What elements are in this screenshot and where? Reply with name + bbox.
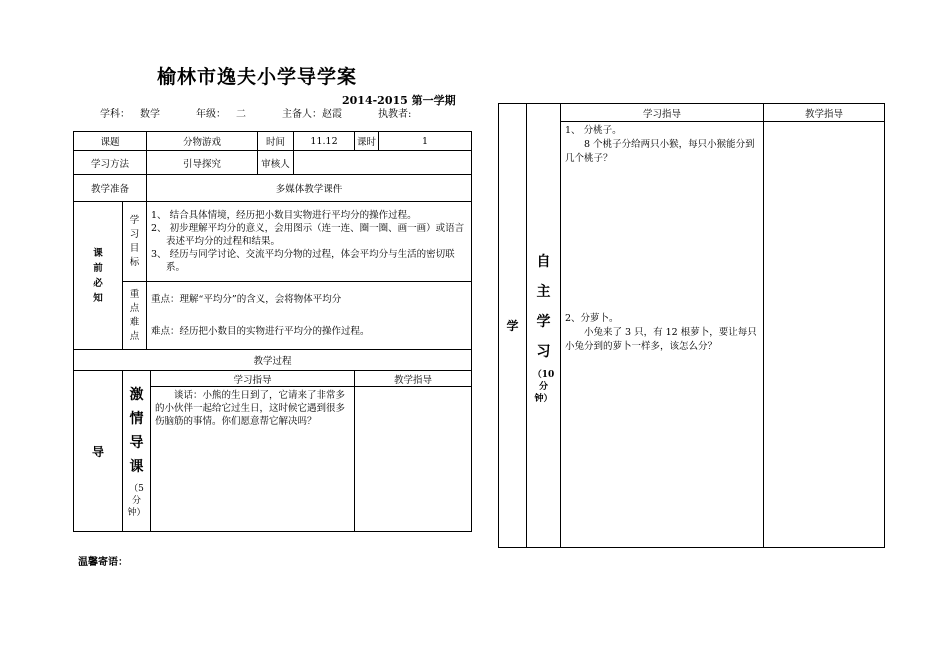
- learn-section-cell: [499, 104, 527, 548]
- left-teach-guide-cell: [355, 387, 472, 532]
- objectives-cell: [123, 202, 147, 282]
- time-value: 11.12: [294, 132, 355, 151]
- right-teach-guide-header: 教学指导: [764, 104, 885, 122]
- method-label: 学习方法: [74, 151, 147, 175]
- left-learn-guide-header: 学习指导: [151, 371, 355, 387]
- objective-item: 3、 经历与同学讨论、交流平均分物的过程，体会平均分与生活的密切联系。: [151, 249, 455, 273]
- right-plan-table: [498, 103, 885, 548]
- right-learn-guide-header: 学习指导: [561, 104, 764, 122]
- problems-cell: [561, 122, 764, 548]
- teacher-label: 执教者:: [378, 109, 412, 120]
- right-teach-guide-cell: [764, 122, 885, 548]
- meta-row: [100, 105, 421, 120]
- left-teach-guide-header: 教学指导: [355, 371, 472, 387]
- intro-title: 激情导课: [129, 387, 144, 475]
- objective-item: 1、 结合具体情境，经历把小数目实物进行平均分的操作过程。: [151, 210, 417, 221]
- topic-label: 课题: [74, 132, 147, 151]
- prep-value: 多媒体教学课件: [147, 175, 472, 202]
- problem1-title: 1、 分桃子。: [565, 125, 622, 136]
- topic-value: 分物游戏: [147, 132, 258, 151]
- process-label: 教学过程: [74, 350, 472, 371]
- reviewer-label: 审核人: [258, 151, 294, 175]
- key-label: 重点难点: [129, 288, 140, 342]
- document-title: 榆林市逸夫小学导学案: [157, 66, 358, 88]
- preparer-value: 赵霞: [322, 109, 342, 120]
- problem2-title: 2、分萝卜。: [565, 313, 619, 324]
- intro-story-text: 谈话：小熊的生日到了，它请来了非常多的小伙伴一起给它过生日，这时候它遇到很多伤脑筋的事情。你们愿意帮它解决吗？: [155, 390, 346, 427]
- problem2-body: 小兔来了 3 只，有 12 根萝卜，要让每只小兔分到的萝卜一样多，该怎么分？: [565, 327, 757, 352]
- intro-time: （5分钟）: [127, 484, 146, 518]
- grade-label: 年级：: [196, 109, 226, 120]
- time-label: 时间: [258, 132, 294, 151]
- self-study-time: （10分钟）: [532, 369, 555, 404]
- period-value: 1: [379, 132, 472, 151]
- self-study-title: 自主学习: [536, 253, 551, 360]
- objectives-label: 学习目标: [129, 214, 140, 268]
- footer-note: 温馨寄语：: [78, 557, 128, 568]
- problem1-body: 8 个桃子分给两只小猴，每只小猴能分到几个桃子？: [565, 139, 755, 164]
- guide-section-label: 导: [91, 444, 104, 459]
- key-cell: [123, 282, 147, 350]
- subject-value: 数学: [140, 109, 160, 120]
- reviewer-value: [294, 151, 472, 175]
- guide-section-cell: [74, 371, 123, 532]
- key-points: [147, 282, 472, 350]
- difficulty-text: 难点：经历把小数目的实物进行平均分的操作过程。: [151, 325, 370, 337]
- intro-story: [151, 387, 355, 532]
- term-label: 2014-2015 第一学期: [342, 94, 456, 107]
- pre-class-cell: [74, 202, 123, 350]
- grade-value: 二: [236, 109, 246, 120]
- left-plan-table: [73, 131, 472, 532]
- learn-section-label: 学: [506, 319, 519, 333]
- method-value: 引导探究: [147, 151, 258, 175]
- objective-item: 2、 初步理解平均分的意义，会用图示（连一连、圈一圈、画一画）或语言表述平均分的过程和结果。: [151, 223, 465, 247]
- intro-cell: [123, 371, 151, 532]
- objectives-list: [147, 202, 472, 282]
- period-label: 课时: [355, 132, 379, 151]
- prep-label: 教学准备: [74, 175, 147, 202]
- preparer-label: 主备人：: [282, 109, 322, 120]
- subject-label: 学科：: [100, 109, 130, 120]
- pre-class-label: 课前必知: [93, 247, 103, 304]
- self-study-cell: [527, 104, 561, 548]
- key-point-text: 重点：理解“平均分”的含义，会将物体平均分: [151, 293, 342, 305]
